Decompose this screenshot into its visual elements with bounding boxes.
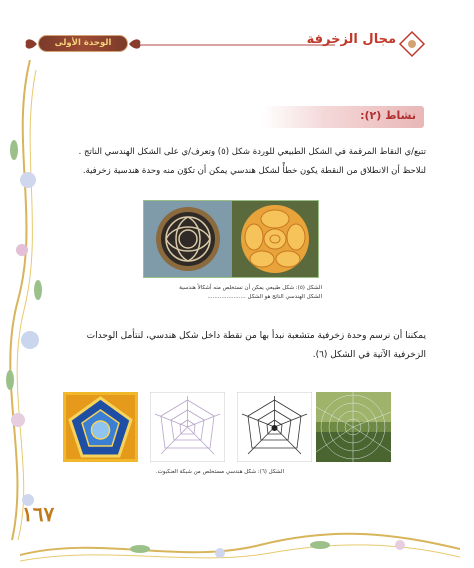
figure-5-caption-question: الشكل الهندسي الناتج هو الشكل ...................... (207, 294, 322, 300)
floral-bottom-decoration (20, 515, 460, 568)
paragraph-explanation-continued: الزخرفية الآتية في الشكل (٦). (312, 350, 426, 360)
paragraph-explanation: يمكننا أن نرسم وحدة زخرفية متشعبة نبدأ بها من نقطة داخل شكل هندسي، لنتأمل الوحدات (86, 331, 426, 341)
paragraph-note: لنلاحظ أن الانطلاق من النقطة يكون خطأً لشكل هندسي يمكن أن تكوّن منه وحدة هندسية زخرفية. (82, 166, 426, 176)
geometric-ornament-image (144, 201, 232, 277)
unit-ornament-left-icon (22, 34, 38, 54)
figure-5-caption: الشكل (٥): شكل طبيعي يمكن أن نستخلص منه أشكالاً هندسية (179, 285, 322, 291)
activity-label: نشاط (٢): (360, 109, 416, 122)
figure-5 (143, 200, 319, 278)
spider-web-photo-image (316, 392, 391, 462)
paragraph-instruction: تتبع/ي النقاط المرقمة في الشكل الطبيعي للوردة شكل (٥) وتعرف/ي على الشكل الهندسي الناتج . (78, 147, 426, 157)
unit-label: الوحدة الأولى (54, 38, 112, 48)
spider-web-drawing-image (237, 392, 312, 462)
spider-web-sketch-image (150, 392, 225, 462)
unit-ornament-right-icon (128, 34, 144, 54)
unit-badge (38, 35, 128, 52)
header-ornament-icon (398, 30, 426, 58)
activity-heading (262, 106, 424, 128)
floral-side-decoration (0, 60, 50, 540)
page-number: ١٦٧ (22, 502, 55, 526)
rose-photo-image (232, 201, 318, 277)
pentagon-stained-glass-image (63, 392, 138, 462)
header-divider (130, 44, 335, 46)
page-title: مجال الزخرفة (306, 32, 396, 47)
figure-6-caption: الشكل (٦): شكل هندسي مستخلص من شبكة العنكبوت. (155, 469, 284, 475)
